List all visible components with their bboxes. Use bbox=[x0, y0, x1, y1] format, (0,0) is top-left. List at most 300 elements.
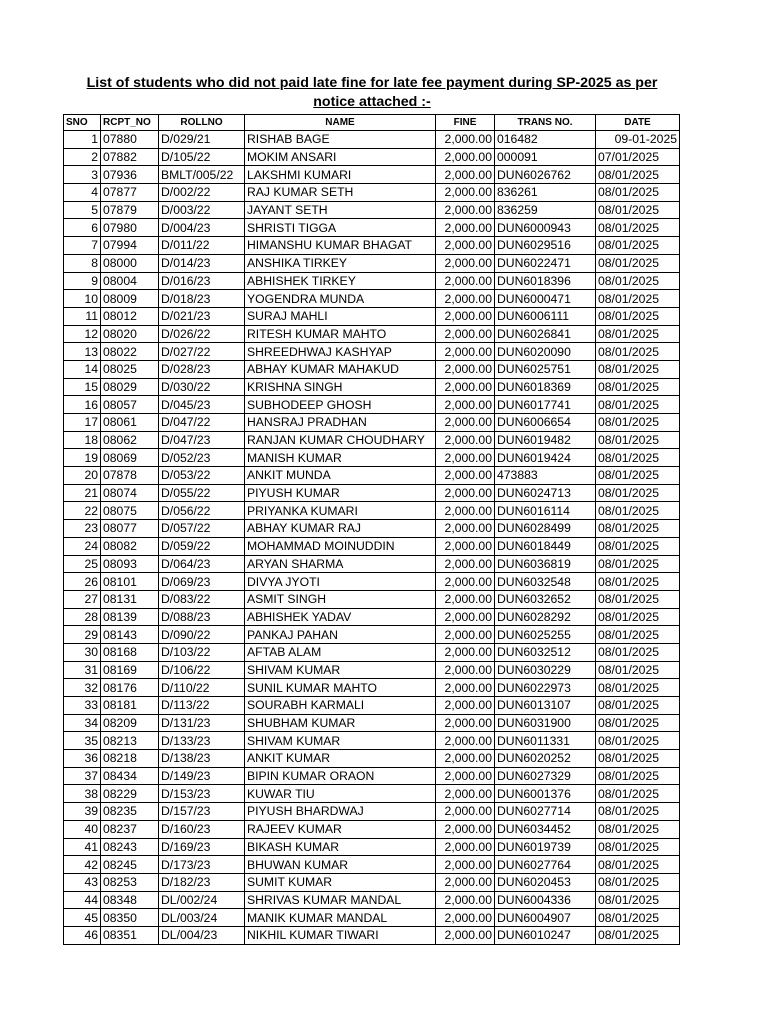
cell-trans-no: DUN6028499 bbox=[495, 520, 596, 538]
cell-date: 08/01/2025 bbox=[596, 272, 680, 290]
cell-date: 08/01/2025 bbox=[596, 820, 680, 838]
cell-fine: 2,000.00 bbox=[436, 148, 495, 166]
cell-fine: 2,000.00 bbox=[436, 891, 495, 909]
cell-name: YOGENDRA MUNDA bbox=[245, 290, 436, 308]
cell-name: MANISH KUMAR bbox=[245, 449, 436, 467]
cell-rcpt-no: 08101 bbox=[101, 573, 159, 591]
table-row bbox=[64, 679, 680, 697]
cell-rcpt-no: 07878 bbox=[101, 467, 159, 485]
cell-trans-no: DUN6032652 bbox=[495, 590, 596, 608]
cell-name: RAJ KUMAR SETH bbox=[245, 184, 436, 202]
cell-rcpt-no: 08004 bbox=[101, 272, 159, 290]
cell-rollno: DL/004/23 bbox=[159, 926, 245, 944]
cell-rcpt-no: 07994 bbox=[101, 237, 159, 255]
cell-name: KRISHNA SINGH bbox=[245, 378, 436, 396]
cell-trans-no: DUN6018449 bbox=[495, 537, 596, 555]
cell-rcpt-no: 08139 bbox=[101, 608, 159, 626]
cell-sno: 8 bbox=[64, 254, 101, 272]
cell-fine: 2,000.00 bbox=[436, 131, 495, 149]
cell-sno: 4 bbox=[64, 184, 101, 202]
cell-sno: 15 bbox=[64, 378, 101, 396]
cell-date: 08/01/2025 bbox=[596, 237, 680, 255]
cell-sno: 36 bbox=[64, 750, 101, 768]
cell-name: HANSRAJ PRADHAN bbox=[245, 414, 436, 432]
cell-trans-no: DUN6030229 bbox=[495, 661, 596, 679]
table-row bbox=[64, 873, 680, 891]
cell-fine: 2,000.00 bbox=[436, 785, 495, 803]
cell-sno: 17 bbox=[64, 414, 101, 432]
cell-date: 08/01/2025 bbox=[596, 643, 680, 661]
cell-date: 08/01/2025 bbox=[596, 502, 680, 520]
cell-date: 08/01/2025 bbox=[596, 520, 680, 538]
cell-rcpt-no: 08143 bbox=[101, 626, 159, 644]
cell-date: 08/01/2025 bbox=[596, 449, 680, 467]
cell-name: MOHAMMAD MOINUDDIN bbox=[245, 537, 436, 555]
cell-fine: 2,000.00 bbox=[436, 856, 495, 874]
cell-date: 08/01/2025 bbox=[596, 414, 680, 432]
cell-sno: 6 bbox=[64, 219, 101, 237]
cell-sno: 16 bbox=[64, 396, 101, 414]
cell-rcpt-no: 08062 bbox=[101, 431, 159, 449]
cell-date: 08/01/2025 bbox=[596, 307, 680, 325]
cell-name: NIKHIL KUMAR TIWARI bbox=[245, 926, 436, 944]
cell-rollno: D/026/22 bbox=[159, 325, 245, 343]
cell-name: ANKIT MUNDA bbox=[245, 467, 436, 485]
cell-date: 08/01/2025 bbox=[596, 378, 680, 396]
cell-trans-no: 016482 bbox=[495, 131, 596, 149]
cell-trans-no: DUN6000471 bbox=[495, 290, 596, 308]
cell-date: 08/01/2025 bbox=[596, 661, 680, 679]
cell-fine: 2,000.00 bbox=[436, 360, 495, 378]
cell-date: 08/01/2025 bbox=[596, 873, 680, 891]
cell-trans-no: DUN6004907 bbox=[495, 909, 596, 927]
column-header-date: DATE bbox=[596, 115, 680, 131]
cell-rcpt-no: 08009 bbox=[101, 290, 159, 308]
cell-date: 08/01/2025 bbox=[596, 697, 680, 715]
cell-trans-no: DUN6019424 bbox=[495, 449, 596, 467]
cell-rollno: D/018/23 bbox=[159, 290, 245, 308]
cell-fine: 2,000.00 bbox=[436, 697, 495, 715]
cell-rollno: D/027/22 bbox=[159, 343, 245, 361]
cell-date: 08/01/2025 bbox=[596, 856, 680, 874]
cell-sno: 29 bbox=[64, 626, 101, 644]
cell-date: 08/01/2025 bbox=[596, 555, 680, 573]
table-row bbox=[64, 325, 680, 343]
cell-date: 08/01/2025 bbox=[596, 431, 680, 449]
cell-sno: 26 bbox=[64, 573, 101, 591]
cell-fine: 2,000.00 bbox=[436, 590, 495, 608]
cell-rcpt-no: 08075 bbox=[101, 502, 159, 520]
cell-sno: 2 bbox=[64, 148, 101, 166]
cell-name: LAKSHMI KUMARI bbox=[245, 166, 436, 184]
cell-rollno: D/030/22 bbox=[159, 378, 245, 396]
cell-trans-no: DUN6029516 bbox=[495, 237, 596, 255]
cell-name: BIKASH KUMAR bbox=[245, 838, 436, 856]
cell-name: SUMIT KUMAR bbox=[245, 873, 436, 891]
cell-sno: 40 bbox=[64, 820, 101, 838]
cell-date: 08/01/2025 bbox=[596, 909, 680, 927]
column-header-fine: FINE bbox=[436, 115, 495, 131]
cell-rcpt-no: 07880 bbox=[101, 131, 159, 149]
cell-name: ARYAN SHARMA bbox=[245, 555, 436, 573]
cell-trans-no: DUN6020090 bbox=[495, 343, 596, 361]
cell-name: AFTAB ALAM bbox=[245, 643, 436, 661]
cell-fine: 2,000.00 bbox=[436, 467, 495, 485]
cell-date: 08/01/2025 bbox=[596, 803, 680, 821]
table-row bbox=[64, 626, 680, 644]
cell-trans-no: DUN6027329 bbox=[495, 767, 596, 785]
table-row bbox=[64, 378, 680, 396]
cell-trans-no: DUN6026762 bbox=[495, 166, 596, 184]
cell-sno: 42 bbox=[64, 856, 101, 874]
cell-rollno: D/055/22 bbox=[159, 484, 245, 502]
table-row bbox=[64, 254, 680, 272]
cell-sno: 37 bbox=[64, 767, 101, 785]
cell-trans-no: DUN6010247 bbox=[495, 926, 596, 944]
cell-fine: 2,000.00 bbox=[436, 537, 495, 555]
cell-fine: 2,000.00 bbox=[436, 378, 495, 396]
cell-rollno: D/088/23 bbox=[159, 608, 245, 626]
cell-rcpt-no: 08218 bbox=[101, 750, 159, 768]
cell-sno: 18 bbox=[64, 431, 101, 449]
cell-date: 08/01/2025 bbox=[596, 360, 680, 378]
cell-trans-no: DUN6020453 bbox=[495, 873, 596, 891]
cell-rollno: D/138/23 bbox=[159, 750, 245, 768]
cell-date: 08/01/2025 bbox=[596, 254, 680, 272]
cell-date: 08/01/2025 bbox=[596, 608, 680, 626]
cell-sno: 20 bbox=[64, 467, 101, 485]
cell-sno: 19 bbox=[64, 449, 101, 467]
cell-trans-no: DUN6000943 bbox=[495, 219, 596, 237]
cell-date: 08/01/2025 bbox=[596, 714, 680, 732]
cell-name: SHRISTI TIGGA bbox=[245, 219, 436, 237]
cell-date: 08/01/2025 bbox=[596, 290, 680, 308]
cell-sno: 7 bbox=[64, 237, 101, 255]
table-row bbox=[64, 414, 680, 432]
table-row bbox=[64, 856, 680, 874]
cell-name: HIMANSHU KUMAR BHAGAT bbox=[245, 237, 436, 255]
cell-rollno: D/052/23 bbox=[159, 449, 245, 467]
cell-sno: 45 bbox=[64, 909, 101, 927]
cell-sno: 41 bbox=[64, 838, 101, 856]
table-row bbox=[64, 820, 680, 838]
cell-name: PIYUSH KUMAR bbox=[245, 484, 436, 502]
table-row bbox=[64, 219, 680, 237]
cell-rcpt-no: 08131 bbox=[101, 590, 159, 608]
table-row bbox=[64, 343, 680, 361]
cell-trans-no: 473883 bbox=[495, 467, 596, 485]
cell-date: 08/01/2025 bbox=[596, 166, 680, 184]
cell-rcpt-no: 07882 bbox=[101, 148, 159, 166]
cell-trans-no: DUN6011331 bbox=[495, 732, 596, 750]
cell-name: SHUBHAM KUMAR bbox=[245, 714, 436, 732]
cell-sno: 25 bbox=[64, 555, 101, 573]
cell-date: 08/01/2025 bbox=[596, 838, 680, 856]
table-row bbox=[64, 838, 680, 856]
cell-rollno: DL/003/24 bbox=[159, 909, 245, 927]
cell-rollno: D/153/23 bbox=[159, 785, 245, 803]
cell-name: SHIVAM KUMAR bbox=[245, 732, 436, 750]
cell-fine: 2,000.00 bbox=[436, 484, 495, 502]
table-row bbox=[64, 785, 680, 803]
cell-rcpt-no: 08245 bbox=[101, 856, 159, 874]
cell-sno: 23 bbox=[64, 520, 101, 538]
cell-name: SURAJ MAHLI bbox=[245, 307, 436, 325]
table-row bbox=[64, 537, 680, 555]
cell-date: 08/01/2025 bbox=[596, 325, 680, 343]
cell-date: 08/01/2025 bbox=[596, 219, 680, 237]
cell-fine: 2,000.00 bbox=[436, 166, 495, 184]
table-row bbox=[64, 661, 680, 679]
cell-rollno: D/149/23 bbox=[159, 767, 245, 785]
cell-fine: 2,000.00 bbox=[436, 643, 495, 661]
cell-date: 08/01/2025 bbox=[596, 537, 680, 555]
cell-rollno: D/160/23 bbox=[159, 820, 245, 838]
cell-rcpt-no: 08243 bbox=[101, 838, 159, 856]
cell-rcpt-no: 08093 bbox=[101, 555, 159, 573]
title-line-2: notice attached :- bbox=[313, 94, 431, 110]
cell-fine: 2,000.00 bbox=[436, 573, 495, 591]
cell-fine: 2,000.00 bbox=[436, 237, 495, 255]
table-row bbox=[64, 502, 680, 520]
cell-fine: 2,000.00 bbox=[436, 414, 495, 432]
cell-name: RAJEEV KUMAR bbox=[245, 820, 436, 838]
cell-trans-no: DUN6027764 bbox=[495, 856, 596, 874]
cell-rcpt-no: 08253 bbox=[101, 873, 159, 891]
cell-fine: 2,000.00 bbox=[436, 396, 495, 414]
cell-rollno: D/053/22 bbox=[159, 467, 245, 485]
column-header-name: NAME bbox=[245, 115, 436, 131]
table-row bbox=[64, 697, 680, 715]
cell-fine: 2,000.00 bbox=[436, 307, 495, 325]
table-row bbox=[64, 431, 680, 449]
cell-date: 08/01/2025 bbox=[596, 732, 680, 750]
cell-name: KUWAR TIU bbox=[245, 785, 436, 803]
cell-sno: 27 bbox=[64, 590, 101, 608]
cell-sno: 43 bbox=[64, 873, 101, 891]
cell-name: JAYANT SETH bbox=[245, 201, 436, 219]
table-row bbox=[64, 891, 680, 909]
cell-rcpt-no: 08077 bbox=[101, 520, 159, 538]
cell-rcpt-no: 07936 bbox=[101, 166, 159, 184]
table-row bbox=[64, 520, 680, 538]
cell-name: SOURABH KARMALI bbox=[245, 697, 436, 715]
cell-rollno: D/011/22 bbox=[159, 237, 245, 255]
cell-rollno: D/064/23 bbox=[159, 555, 245, 573]
cell-fine: 2,000.00 bbox=[436, 820, 495, 838]
cell-rcpt-no: 08351 bbox=[101, 926, 159, 944]
cell-rollno: D/014/23 bbox=[159, 254, 245, 272]
late-fine-table bbox=[63, 114, 680, 945]
cell-date: 08/01/2025 bbox=[596, 750, 680, 768]
cell-trans-no: 836261 bbox=[495, 184, 596, 202]
cell-name: MANIK KUMAR MANDAL bbox=[245, 909, 436, 927]
cell-fine: 2,000.00 bbox=[436, 838, 495, 856]
cell-rcpt-no: 08000 bbox=[101, 254, 159, 272]
cell-rollno: D/169/23 bbox=[159, 838, 245, 856]
cell-rollno: D/028/23 bbox=[159, 360, 245, 378]
table-row bbox=[64, 467, 680, 485]
column-header-rollno: ROLLNO bbox=[159, 115, 245, 131]
cell-name: ABHISHEK YADAV bbox=[245, 608, 436, 626]
cell-sno: 11 bbox=[64, 307, 101, 325]
cell-fine: 2,000.00 bbox=[436, 272, 495, 290]
table-row bbox=[64, 360, 680, 378]
cell-rollno: D/004/23 bbox=[159, 219, 245, 237]
table-row bbox=[64, 131, 680, 149]
cell-sno: 13 bbox=[64, 343, 101, 361]
cell-trans-no: DUN6026841 bbox=[495, 325, 596, 343]
cell-rcpt-no: 08229 bbox=[101, 785, 159, 803]
cell-trans-no: 000091 bbox=[495, 148, 596, 166]
cell-fine: 2,000.00 bbox=[436, 626, 495, 644]
cell-name: SHRIVAS KUMAR MANDAL bbox=[245, 891, 436, 909]
cell-sno: 24 bbox=[64, 537, 101, 555]
table-row bbox=[64, 396, 680, 414]
cell-trans-no: DUN6013107 bbox=[495, 697, 596, 715]
cell-sno: 9 bbox=[64, 272, 101, 290]
cell-rcpt-no: 08237 bbox=[101, 820, 159, 838]
cell-sno: 46 bbox=[64, 926, 101, 944]
cell-trans-no: 836259 bbox=[495, 201, 596, 219]
cell-trans-no: DUN6028292 bbox=[495, 608, 596, 626]
table-row bbox=[64, 803, 680, 821]
cell-rcpt-no: 08022 bbox=[101, 343, 159, 361]
table-row bbox=[64, 767, 680, 785]
cell-fine: 2,000.00 bbox=[436, 502, 495, 520]
cell-date: 08/01/2025 bbox=[596, 201, 680, 219]
cell-rollno: D/110/22 bbox=[159, 679, 245, 697]
cell-fine: 2,000.00 bbox=[436, 449, 495, 467]
cell-trans-no: DUN6020252 bbox=[495, 750, 596, 768]
cell-name: ANKIT KUMAR bbox=[245, 750, 436, 768]
column-header-sno: SNO bbox=[64, 115, 101, 131]
cell-fine: 2,000.00 bbox=[436, 679, 495, 697]
cell-trans-no: DUN6025255 bbox=[495, 626, 596, 644]
cell-fine: 2,000.00 bbox=[436, 343, 495, 361]
cell-fine: 2,000.00 bbox=[436, 803, 495, 821]
cell-name: PIYUSH BHARDWAJ bbox=[245, 803, 436, 821]
cell-rcpt-no: 08057 bbox=[101, 396, 159, 414]
cell-name: DIVYA JYOTI bbox=[245, 573, 436, 591]
cell-date: 08/01/2025 bbox=[596, 785, 680, 803]
cell-sno: 38 bbox=[64, 785, 101, 803]
title-line-1: List of students who did not paid late fine for late fee payment during SP-2025 as per bbox=[86, 75, 658, 91]
table-row bbox=[64, 484, 680, 502]
cell-rollno: D/021/23 bbox=[159, 307, 245, 325]
cell-rcpt-no: 08209 bbox=[101, 714, 159, 732]
table-row bbox=[64, 290, 680, 308]
cell-name: ABHAY KUMAR RAJ bbox=[245, 520, 436, 538]
cell-rollno: D/002/22 bbox=[159, 184, 245, 202]
cell-rollno: D/056/22 bbox=[159, 502, 245, 520]
table-row bbox=[64, 166, 680, 184]
cell-rcpt-no: 08012 bbox=[101, 307, 159, 325]
cell-date: 08/01/2025 bbox=[596, 467, 680, 485]
table-row bbox=[64, 573, 680, 591]
table-row bbox=[64, 449, 680, 467]
cell-sno: 32 bbox=[64, 679, 101, 697]
cell-sno: 5 bbox=[64, 201, 101, 219]
cell-date: 08/01/2025 bbox=[596, 343, 680, 361]
cell-fine: 2,000.00 bbox=[436, 750, 495, 768]
cell-fine: 2,000.00 bbox=[436, 767, 495, 785]
cell-date: 08/01/2025 bbox=[596, 590, 680, 608]
cell-sno: 31 bbox=[64, 661, 101, 679]
cell-fine: 2,000.00 bbox=[436, 714, 495, 732]
table-row bbox=[64, 272, 680, 290]
cell-name: SHIVAM KUMAR bbox=[245, 661, 436, 679]
cell-name: PRIYANKA KUMARI bbox=[245, 502, 436, 520]
cell-fine: 2,000.00 bbox=[436, 290, 495, 308]
table-row bbox=[64, 307, 680, 325]
cell-rollno: D/105/22 bbox=[159, 148, 245, 166]
cell-fine: 2,000.00 bbox=[436, 254, 495, 272]
cell-rcpt-no: 08020 bbox=[101, 325, 159, 343]
cell-name: ASMIT SINGH bbox=[245, 590, 436, 608]
cell-name: SHREEDHWAJ KASHYAP bbox=[245, 343, 436, 361]
table-row bbox=[64, 643, 680, 661]
cell-name: PANKAJ PAHAN bbox=[245, 626, 436, 644]
column-header-trans-no: TRANS NO. bbox=[495, 115, 596, 131]
cell-rollno: D/173/23 bbox=[159, 856, 245, 874]
cell-fine: 2,000.00 bbox=[436, 732, 495, 750]
cell-trans-no: DUN6031900 bbox=[495, 714, 596, 732]
cell-rcpt-no: 08348 bbox=[101, 891, 159, 909]
cell-name: BHUWAN KUMAR bbox=[245, 856, 436, 874]
cell-trans-no: DUN6032548 bbox=[495, 573, 596, 591]
cell-rollno: D/057/22 bbox=[159, 520, 245, 538]
cell-rollno: D/047/22 bbox=[159, 414, 245, 432]
cell-trans-no: DUN6024713 bbox=[495, 484, 596, 502]
cell-name: MOKIM ANSARI bbox=[245, 148, 436, 166]
cell-fine: 2,000.00 bbox=[436, 219, 495, 237]
cell-fine: 2,000.00 bbox=[436, 873, 495, 891]
table-header-row bbox=[64, 115, 680, 131]
cell-fine: 2,000.00 bbox=[436, 325, 495, 343]
cell-date: 07/01/2025 bbox=[596, 148, 680, 166]
cell-rollno: D/103/22 bbox=[159, 643, 245, 661]
cell-rcpt-no: 08350 bbox=[101, 909, 159, 927]
cell-sno: 44 bbox=[64, 891, 101, 909]
cell-rollno: D/106/22 bbox=[159, 661, 245, 679]
cell-rcpt-no: 08181 bbox=[101, 697, 159, 715]
cell-name: ANSHIKA TIRKEY bbox=[245, 254, 436, 272]
cell-rcpt-no: 08434 bbox=[101, 767, 159, 785]
cell-trans-no: DUN6006654 bbox=[495, 414, 596, 432]
cell-rollno: D/047/23 bbox=[159, 431, 245, 449]
cell-rollno: D/131/23 bbox=[159, 714, 245, 732]
cell-date: 08/01/2025 bbox=[596, 484, 680, 502]
cell-fine: 2,000.00 bbox=[436, 520, 495, 538]
table-row bbox=[64, 590, 680, 608]
table-row bbox=[64, 732, 680, 750]
cell-sno: 33 bbox=[64, 697, 101, 715]
cell-rollno: D/182/23 bbox=[159, 873, 245, 891]
cell-rollno: D/029/21 bbox=[159, 131, 245, 149]
table-row bbox=[64, 750, 680, 768]
cell-date: 08/01/2025 bbox=[596, 926, 680, 944]
table-row bbox=[64, 184, 680, 202]
cell-sno: 28 bbox=[64, 608, 101, 626]
cell-rcpt-no: 08168 bbox=[101, 643, 159, 661]
cell-rcpt-no: 07879 bbox=[101, 201, 159, 219]
cell-sno: 3 bbox=[64, 166, 101, 184]
cell-date: 08/01/2025 bbox=[596, 891, 680, 909]
cell-date: 08/01/2025 bbox=[596, 767, 680, 785]
cell-fine: 2,000.00 bbox=[436, 184, 495, 202]
cell-sno: 10 bbox=[64, 290, 101, 308]
